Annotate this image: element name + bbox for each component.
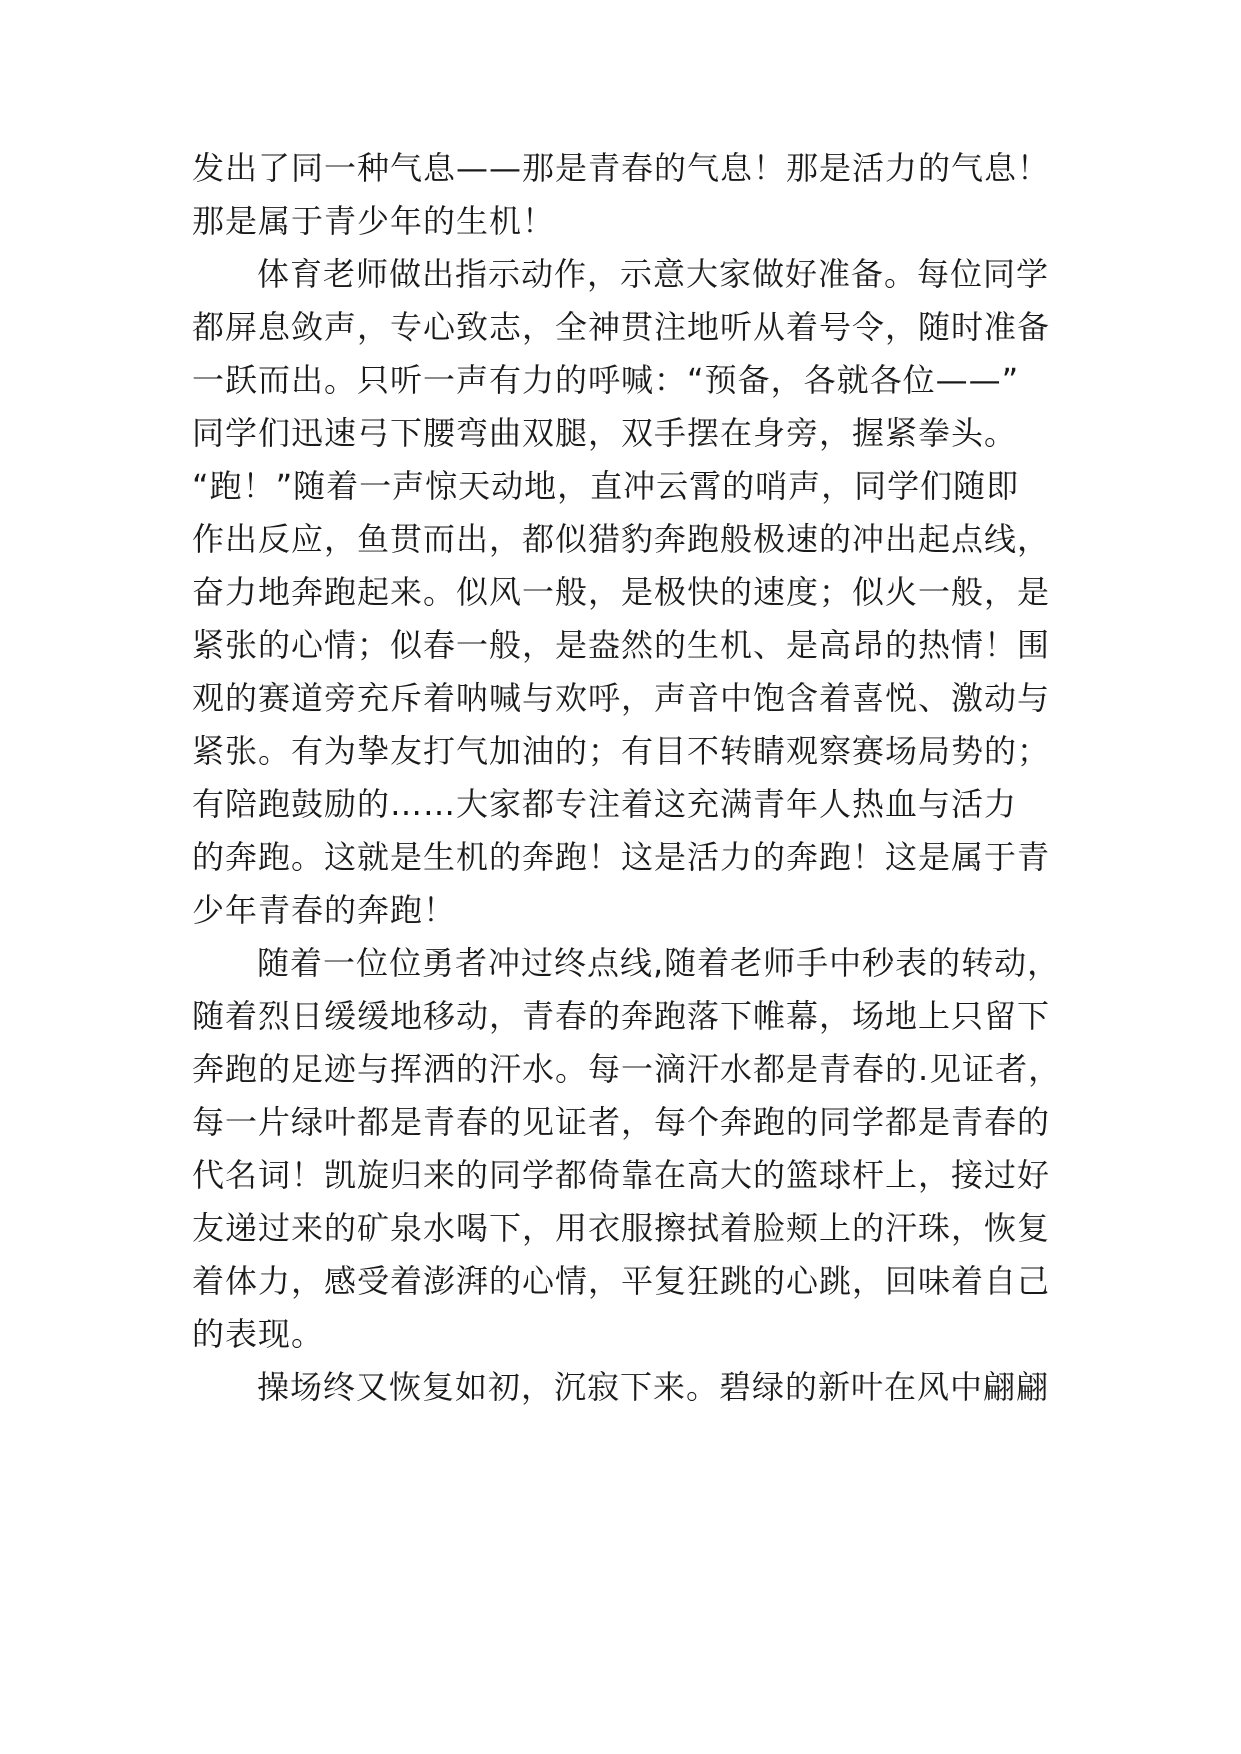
text-line: 有陪跑鼓励的……大家都专注着这充满青年人热血与活力 <box>192 785 1018 823</box>
text-line: 那是属于青少年的生机！ <box>192 202 556 240</box>
text-line: 代名词！凯旋归来的同学都倚靠在高大的篮球杆上，接过好 <box>192 1156 1051 1194</box>
text-line: 每一片绿叶都是青春的见证者，每个奔跑的同学都是青春的 <box>192 1103 1051 1141</box>
text-line: 随着烈日缓缓地移动，青春的奔跑落下帷幕，场地上只留下 <box>192 997 1051 1035</box>
text-line: 奔跑的足迹与挥洒的汗水。每一滴汗水都是青春的.见证者， <box>192 1050 1062 1088</box>
paragraph-start-line: 操场终又恢复如初，沉寂下来。碧绿的新叶在风中翩翩 <box>257 1368 1050 1406</box>
text-line: 都屏息敛声，专心致志，全神贯注地听从着号令，随时准备 <box>192 308 1051 346</box>
text-line: 的表现。 <box>192 1315 325 1353</box>
text-line: 观的赛道旁充斥着呐喊与欢呼，声音中饱含着喜悦、激动与 <box>192 679 1051 717</box>
text-line: “跑！”随着一声惊天动地，直冲云霄的哨声，同学们随即 <box>192 467 1020 505</box>
text-line: 的奔跑。这就是生机的奔跑！这是活力的奔跑！这是属于青 <box>192 838 1051 876</box>
text-line: 发出了同一种气息——那是青春的气息！那是活力的气息！ <box>192 149 1051 187</box>
text-line: 少年青春的奔跑！ <box>192 891 457 929</box>
text-line: 紧张。有为挚友打气加油的；有目不转睛观察赛场局势的； <box>192 732 1051 770</box>
text-line: 作出反应，鱼贯而出，都似猎豹奔跑般极速的冲出起点线， <box>192 520 1051 558</box>
paragraph-start-line: 随着一位位勇者冲过终点线,随着老师手中秒表的转动， <box>257 944 1061 982</box>
text-line: 紧张的心情；似春一般，是盎然的生机、是高昂的热情！围 <box>192 626 1051 664</box>
text-line: 同学们迅速弓下腰弯曲双腿，双手摆在身旁，握紧拳头。 <box>192 414 1018 452</box>
text-line: 一跃而出。只听一声有力的呼喊：“预备，各就各位——” <box>192 361 1020 399</box>
text-line: 奋力地奔跑起来。似风一般，是极快的速度；似火一般，是 <box>192 573 1051 611</box>
text-line: 着体力，感受着澎湃的心情，平复狂跳的心跳，回味着自己 <box>192 1262 1051 1300</box>
paragraph-start-line: 体育老师做出指示动作，示意大家做好准备。每位同学 <box>257 255 1050 293</box>
text-line: 友递过来的矿泉水喝下，用衣服擦拭着脸颊上的汗珠，恢复 <box>192 1209 1051 1247</box>
